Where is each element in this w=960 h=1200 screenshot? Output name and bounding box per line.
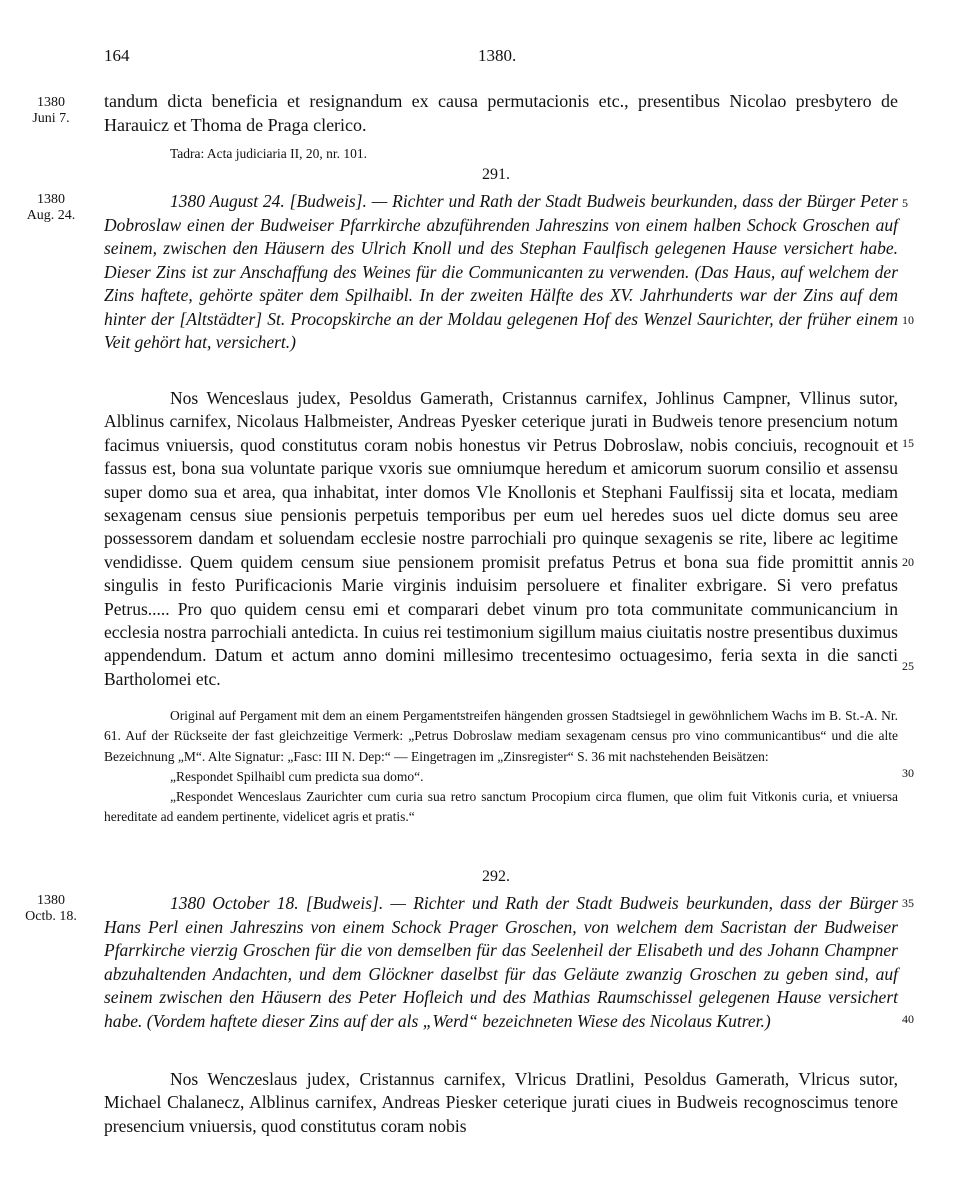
charter-292-text: Nos Wenczeslaus judex, Cristannus carnifex, Vlricus Dratlini, Pesoldus Gamerath, Vlricus sutor, Michael Chalanecz, Alblinus carnifex, Andreas Piesker ceterique jurati ciues in Budweis recognoscimus tenore presencium vniuersis, quod constitutus coram nobis	[104, 1069, 898, 1136]
margin-date-3	[20, 893, 82, 925]
margin-date-day: Juni 7.	[32, 111, 70, 126]
intro-source: Tadra: Acta judiciaria II, 20, nr. 101.	[170, 146, 367, 161]
note-291	[104, 706, 898, 828]
regest-292	[104, 892, 898, 1033]
margin-date-day: Aug. 24.	[26, 208, 76, 223]
line-number: 30	[902, 766, 914, 780]
charter-291-text: Nos Wenceslaus judex, Pesoldus Gamerath, Cristannus carnifex, Johlinus Campner, Vllinus sutor, Alblinus carnifex, Nicolaus Halbmeister, Andreas Pyesker ceterique jurati in Budweis tenore presencium notum facimus vniuersis, quod constitutus coram nobis honestus vir Petrus Dobroslaw, nobis conciuis, recognouit et fassus est, bona sua voluntate parique vxoris sue omniumque heredum et amicorum suorum consilio et assensu super domo sua et area, qua inhabitat, inter domos Vle Knollonis et Stephani Faulfissij sita et locata, mediam sexagenam census siue pensionis perpetuis temporibus per eum uel heredes suos uel dicte domus seu aree possessorem dandam et soluendam ecclesie nostre parrochiali pro quinque sexagenis se rite, libere ac legitime vendidisse. Quem quidem censum siue pensionem promisit prefatus Petrus et bona sua fide promittit annis singulis in festo Purificacionis Marie virginis induisim persoluere et finaliter exbrigare. Si vero prefatus Petrus..... Pro quo quidem censu emi et comparari debet vinum pro tota communitate communicancium in ecclesia nostra parrochiali antedicta. In cuius rei testimonium sigillum maius ciuitatis nostre presentibus duximus appendendum. Datum et actum anno domini millesimo trecentesimo octuagesimo, feria sexta in die sancti Bartholomei etc.	[104, 388, 898, 689]
regest-291	[104, 190, 898, 355]
regest-292-text: 1380 October 18. [Budweis]. — Richter und Rath der Stadt Budweis beurkunden, dass der Bürger Hans Perl einen Jahreszins von einem Schock Prager Groschen, von welchem dem Sacristan der Budweiser Pfarrkirche vierzig Groschen für die von demselben für das Seelenheil der Elisabeth und des Johann Champner abzuhaltenden Andachten, und dem Glöckner daselbst für das Geläute zwanzig Groschen zu geben sind, auf seinem zwischen den Häusern des Peter Hofleich und des Mathias Raumschissel gelegenen Hause versichert habe. (Vordem haftete dieser Zins auf der als „Werd“ bezeichneten Wiese des Nicolaus Kutrer.)	[104, 893, 898, 1031]
page-number: 164	[104, 46, 130, 65]
note-291-text: Original auf Pergament mit dem an einem Pergamentstreifen hängenden grossen Stadtsiegel in gewöhnlichem Wachs im B. St.-A. Nr. 61. Auf der Rückseite der fast gleichzeitige Vermerk: „Petrus Dobroslaw mediam sexagenam census pro vino communicantibus“ und die alte Bezeichnung „M“. Alte Signatur: „Fasc: III N. Dep:“ — Eingetragen im „Zinsregister“ S. 36 mit nachstehenden Beisätzen:	[104, 708, 898, 764]
margin-date-year: 1380	[37, 95, 65, 110]
regest-291-text: 1380 August 24. [Budweis]. — Richter und Rath der Stadt Budweis beurkunden, dass der Bürger Peter Dobroslaw einen der Budweiser Pfarrkirche abzuführenden Jahreszins von einem halben Schock Groschen auf seinem, zwischen den Häusern des Ulrich Knoll und des Stephan Faulfisch gelegenen Hause versichert habe. Dieser Zins ist zur Anschaffung des Weines für die Communicanten zu verwenden. (Das Haus, auf welchem der Zins haftete, gehörte später dem Spilhaibl. In der zweiten Hälfte des XV. Jahrhunderts war der Zins auf dem hinter der [Altstädter] St. Procopskirche an der Moldau gelegenen Hof des Wenzel Saurichter, der früher einem Veit gehört hat, versichert.)	[104, 191, 898, 352]
document-number-292: 292.	[482, 868, 510, 885]
margin-date-day: Octb. 18.	[25, 909, 77, 924]
line-number: 35	[902, 896, 914, 910]
document-number-291: 291.	[482, 166, 510, 183]
line-number: 40	[902, 1012, 914, 1026]
line-number: 15	[902, 436, 914, 450]
charter-292	[104, 1068, 898, 1138]
margin-date-year: 1380	[37, 192, 65, 207]
line-number: 20	[902, 555, 914, 569]
margin-date-2	[20, 192, 82, 224]
margin-date-year: 1380	[37, 893, 65, 908]
margin-date-1	[20, 95, 82, 127]
page-year: 1380.	[478, 46, 517, 65]
note-291-line3: „Respondet Wenceslaus Zaurichter cum curia sua retro sanctum Procopium circa flumen, que olim fuit Vitkonis curia, et vniuersa hereditate ad eandem pertinente, videlicet agris et pratis.“	[104, 789, 898, 825]
line-number: 5	[902, 196, 908, 210]
line-number: 25	[902, 659, 914, 673]
intro-text: tandum dicta beneficia et resignandum ex causa permutacionis etc., presentibus Nicolao presbytero de Harauicz et Thoma de Praga clerico.	[104, 91, 898, 135]
line-number: 10	[902, 313, 914, 327]
note-291-line2: „Respondet Spilhaibl cum predicta sua domo“.	[170, 768, 424, 784]
charter-291	[104, 387, 898, 691]
